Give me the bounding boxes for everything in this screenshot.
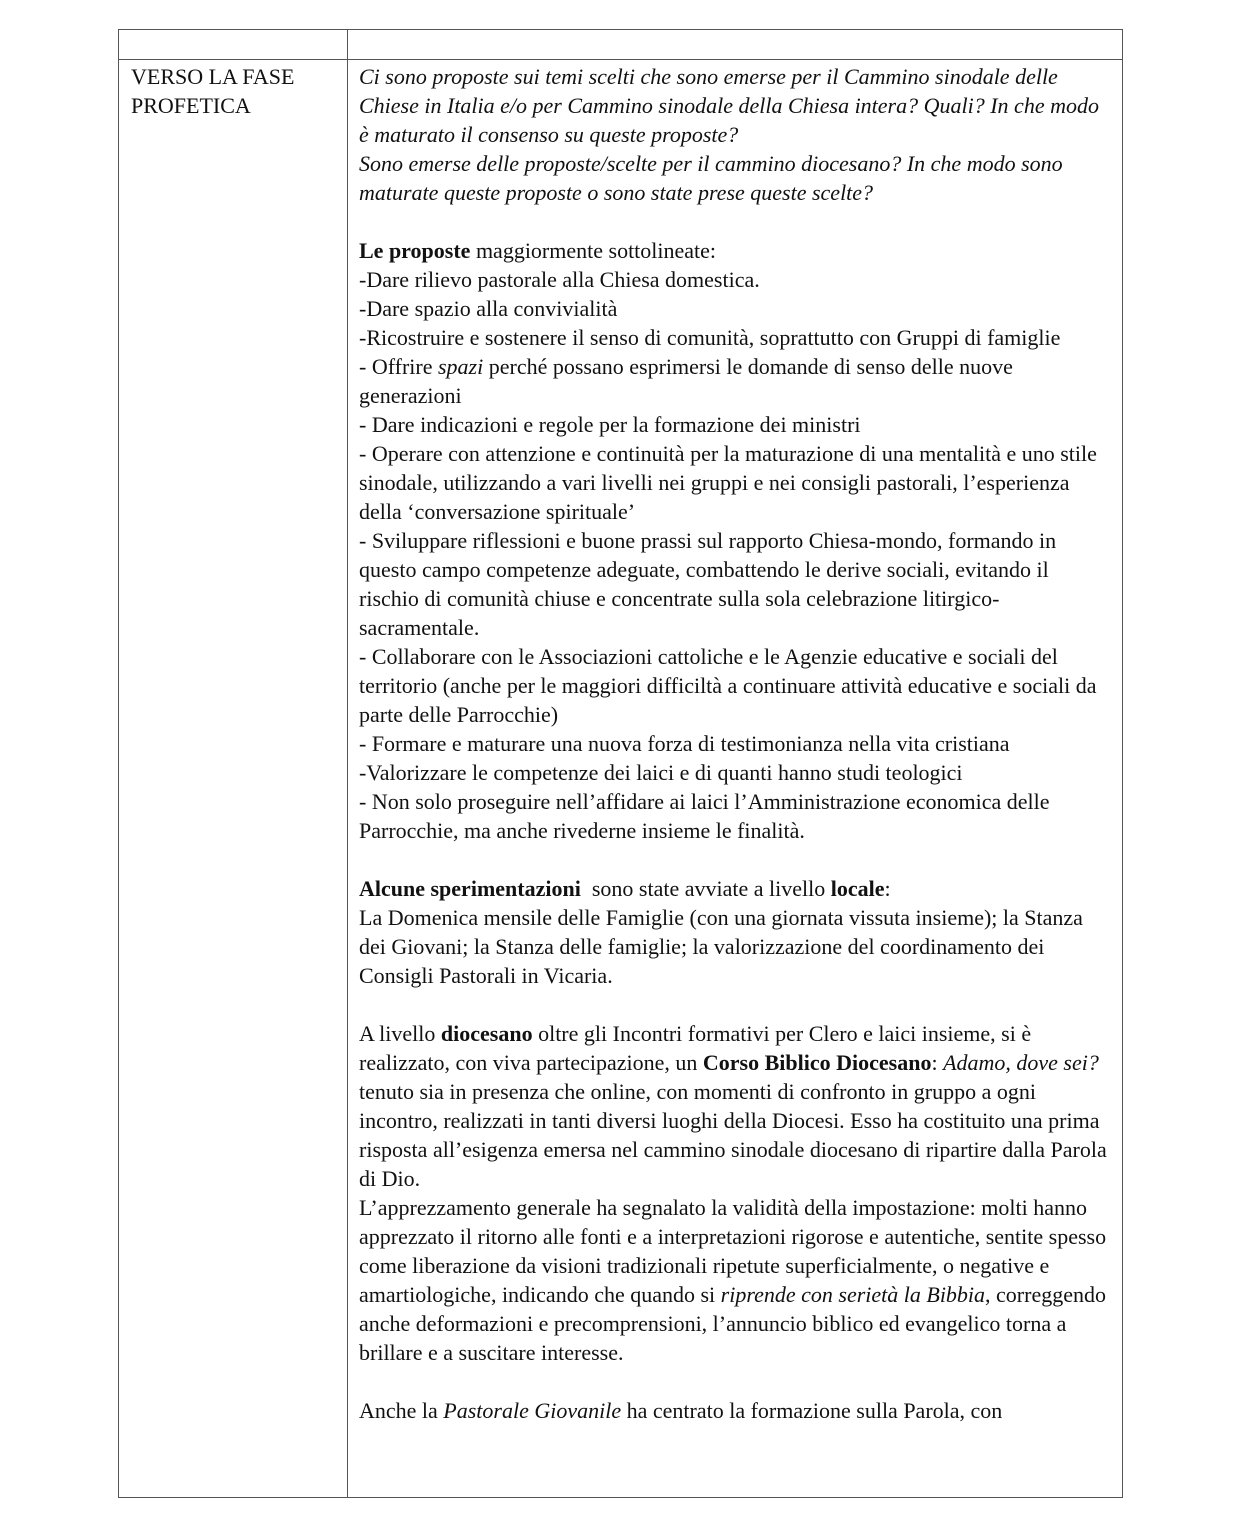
list-item: - Formare e maturare una nuova forza di testimonianza nella vita cristiana	[359, 731, 1010, 756]
guiding-question: Ci sono proposte sui temi scelti che sono emerse per il Cammino sinodale delle Chiese in Italia e/o per Cammino sinodale della Chiesa intera? Quali? In che modo è maturato il consenso su queste proposte?	[359, 64, 1099, 147]
giovanile-paragraph: Anche la Pastorale Giovanile ha centrato la formazione sulla Parola, con	[359, 1398, 1003, 1423]
document-table	[118, 29, 1123, 1498]
list-item: - Collaborare con le Associazioni cattoliche e le Agenzie educative e sociali del territorio (anche per le maggiori difficiltà a continuare attività educative e sociali da parte delle Parrocchie)	[359, 644, 1097, 727]
section-content-cell	[359, 62, 1114, 1425]
list-item: - Dare indicazioni e regole per la formazione dei ministri	[359, 412, 861, 437]
section-heading-line: PROFETICA	[131, 93, 251, 118]
list-item: -Dare spazio alla convivialità	[359, 296, 618, 321]
section-heading-line: VERSO LA FASE	[131, 64, 295, 89]
sperimentazioni-text: La Domenica mensile delle Famiglie (con una giornata vissuta insieme); la Stanza dei Giovani; la Stanza delle famiglie; la valorizzazione del coordinamento dei Consigli Pastorali in Vicaria.	[359, 905, 1083, 988]
sperimentazioni-intro: Alcune sperimentazioni sono state avviate a livello locale:	[359, 876, 891, 901]
list-item: - Non solo proseguire nell’affidare ai laici l’Amministrazione economica delle Parrocchie, ma anche rivederne insieme le finalità.	[359, 789, 1050, 843]
list-item: -Valorizzare le competenze dei laici e di quanti hanno studi teologici	[359, 760, 963, 785]
proposte-intro: Le proposte maggiormente sottolineate:	[359, 238, 717, 263]
diocesano-paragraph: A livello diocesano oltre gli Incontri formativi per Clero e laici insieme, si è realizzato, con viva partecipazione, un Corso Biblico Diocesano: Adamo, dove sei? tenuto sia in presenza che online, con momenti di confronto in gruppo a ogni incontro, realizzati in tanti diversi luoghi della Diocesi. Esso ha costituito una prima risposta all’esigenza emersa nel cammino sinodale diocesano di ripartire dalla Parola di Dio.	[359, 1021, 1107, 1191]
list-item: - Sviluppare riflessioni e buone prassi sul rapporto Chiesa-mondo, formando in questo campo competenze adeguate, combattendo le derive sociali, evitando il rischio di comunità chiuse e concentrate sulla sola celebrazione litirgico-sacramentale.	[359, 528, 1057, 640]
diocesano-paragraph: L’apprezzamento generale ha segnalato la validità della impostazione: molti hanno apprezzato il ritorno alle fonti e a interpretazioni rigorose e autentiche, sentite spesso come liberazione da visioni tradizionali ripetute superficialmente, o negative e amartiologiche, indicando che quando si riprende con serietà la Bibbia, correggendo anche deformazioni e precomprensioni, l’annuncio biblico ed evangelico torna a brillare e a suscitare interesse.	[359, 1195, 1107, 1365]
list-item: -Dare rilievo pastorale alla Chiesa domestica.	[359, 267, 760, 292]
list-item: - Offrire spazi perché possano esprimersi le domande di senso delle nuove generazioni	[359, 354, 1013, 408]
list-item: -Ricostruire e sostenere il senso di comunità, soprattutto con Gruppi di famiglie	[359, 325, 1061, 350]
list-item: - Operare con attenzione e continuità per la maturazione di una mentalità e uno stile sinodale, utilizzando a vari livelli nei gruppi e nei consigli pastorali, l’esperienza della ‘conversazione spirituale’	[359, 441, 1097, 524]
section-heading-cell	[131, 62, 341, 120]
guiding-question: Sono emerse delle proposte/scelte per il cammino diocesano? In che modo sono maturate queste proposte o sono state prese queste scelte?	[359, 151, 1063, 205]
table-header-divider	[119, 59, 1122, 60]
table-column-divider	[347, 30, 348, 1497]
